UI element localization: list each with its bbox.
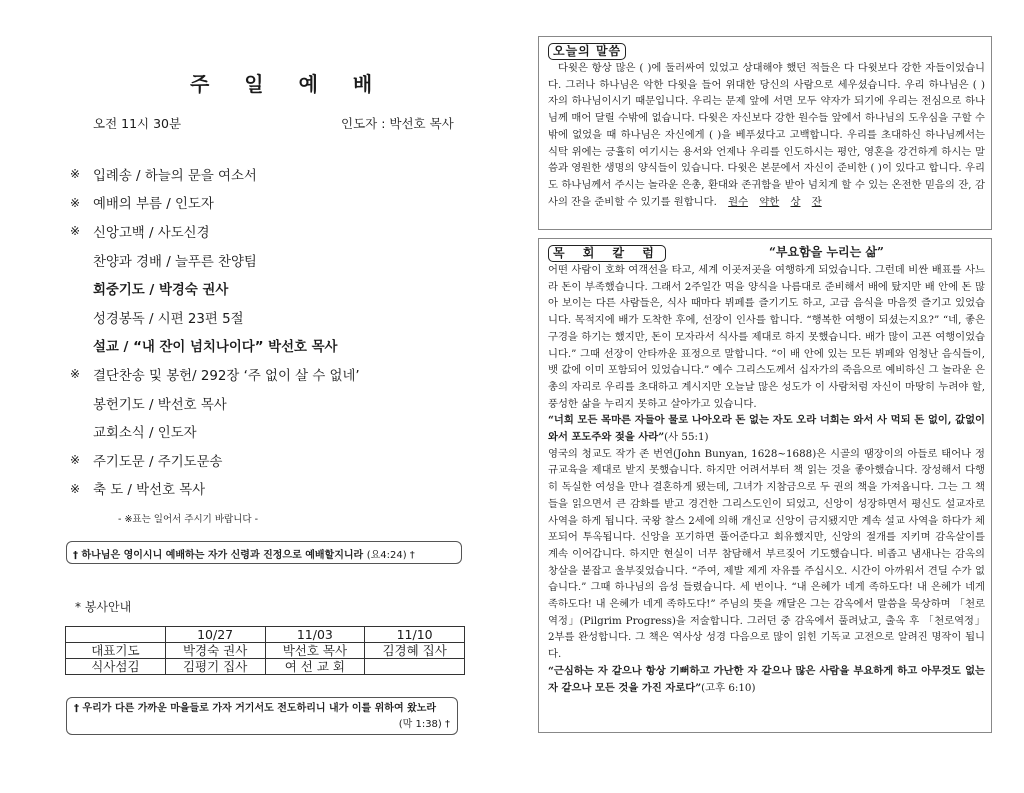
table-cell: 김평기 집사 bbox=[165, 659, 265, 675]
quote-text: “근심하는 자 같으나 항상 기뻐하고 가난한 자 같으나 많은 사람을 부요하게 하고 아무것도 없는 자 같으나 모든 것을 가진 자로다” bbox=[548, 664, 985, 694]
today-word-text: 다윗은 항상 많은 ( )에 둘러싸여 있었고 상대해야 했던 적들은 다 다윗보다 강한 자들이었습니다. 그러나 하나님은 악한 다윗을 들어 위대한 당신의 사람으로 세우셨습니다. 우리 하나님은 ( ) 자의 하나님이시기 때문입니다. 우리는 문제 앞에 서면 모두 약자가 되기에 우리는 전심으로 하나님께 매어 달릴 수밖에 없습니다. 다윗은 자신보다 강한 원수들 앞에서 하나님의 도우심을 구할 수밖에 없었을 때 하나님은 자신에게 ( )을 베푸셨다고 고백합니다. 우리를 초대하신 하나님께서는 식탁 위에는 긍휼히 여기시는 용서와 언제나 우리를 인도하시는 평안, 영혼을 강건하게 하시는 말씀과 영원한 생명의 양식들이 있습니다. 다윗은 본문에서 자신이 준비한 ( )이 있다고 합니다. 우리도 하나님께서 주시는 놀라운 은총, 환대와 존귀함을 받아 넘치게 할 수 있는 온전한 믿음의 잔, 감사의 잔을 준비할 수 있기를 원합니다. bbox=[548, 62, 985, 208]
today-word-body bbox=[548, 60, 985, 210]
table-cell: 여 선 교 회 bbox=[265, 659, 365, 675]
pastor-column-box bbox=[538, 238, 992, 733]
table-header: 11/10 bbox=[365, 627, 465, 643]
order-item bbox=[70, 274, 510, 303]
order-item-text: 입례송 / 하늘의 문을 여소서 bbox=[93, 168, 257, 184]
table-cell: 김경혜 집사 bbox=[365, 643, 465, 659]
order-item-text: 축 도 / 박선호 목사 bbox=[93, 483, 206, 499]
order-item-text: 성경봉독 / 시편 23편 5절 bbox=[93, 311, 244, 327]
table-cell: 박경숙 권사 bbox=[165, 643, 265, 659]
scripture-quote bbox=[548, 663, 985, 696]
verse-box-john bbox=[66, 541, 462, 564]
service-guide-title: * 봉사안내 bbox=[75, 600, 132, 614]
order-item bbox=[70, 217, 510, 246]
order-item-text: 신앙고백 / 사도신경 bbox=[93, 225, 210, 241]
page-title: 주 일 예 배 bbox=[190, 72, 387, 96]
column-title: “부요함을 누리는 삶” bbox=[769, 245, 884, 259]
verse-text: † 우리가 다른 가까운 마을들로 가자 거기서도 전도하리니 내가 이를 위하여 왔노라 bbox=[74, 703, 437, 714]
order-item bbox=[70, 417, 510, 446]
order-item bbox=[70, 475, 510, 504]
answer: 잔 bbox=[811, 195, 822, 208]
order-item-text: 회중기도 / 박경숙 권사 bbox=[93, 283, 229, 299]
order-item-text: 예배의 부름 / 인도자 bbox=[93, 197, 214, 213]
column-tag: 목 회 칼 럼 bbox=[548, 245, 666, 262]
standing-mark-icon: ※ bbox=[70, 481, 81, 496]
today-word-tag: 오늘의 말씀 bbox=[548, 43, 626, 60]
table-cell bbox=[365, 659, 465, 675]
order-item bbox=[70, 446, 510, 475]
order-item-text: 결단찬송 및 봉헌/ 292장 ‘주 없이 살 수 없네’ bbox=[93, 368, 360, 384]
order-item bbox=[70, 246, 510, 275]
order-item bbox=[70, 389, 510, 418]
column-paragraph: 어떤 사람이 호화 여객선을 타고, 세계 이곳저곳을 여행하게 되었습니다. 그런데 비싼 배표를 사느라 돈이 부족했습니다. 그래서 2주일간 먹을 양식을 나름대로 준비해서 배에 탔지만 배 안에 돈 많아 보이는 다른 사람들은, 식사 때마다 뷔페를 즐기기도 하고, 고급 음식을 마음껏 즐기고 있었습니다. 목적지에 배가 도착한 후에, 선장이 인사를 합니다. “행복한 여행이 되셨는지요?” “네, 좋은 구경을 하기는 했지만, 돈이 모자라서 식사를 제대로 하지 못했습니다. 배가 많이 고픈 여행이었습니다.” 그때 선장이 안타까운 표정으로 말합니다. “이 배 안에 있는 모든 뷔페와 엄청난 음식들이, 뱃 값에 이미 포함되어 있었습니다.” 예수 그리스도께서 십자가의 죽음으로 예비하신 그 놀라운 은총의 자리로 우리를 초대하고 계시지만 오늘날 많은 성도가 이 사람처럼 자신이 마땅히 누려야 할, 풍성한 삶을 누리지 못하고 살아가고 있습니다. bbox=[548, 264, 985, 410]
table-header: 11/03 bbox=[265, 627, 365, 643]
worship-order-list bbox=[70, 160, 510, 503]
table-row bbox=[66, 659, 465, 675]
table-cell: 대표기도 bbox=[66, 643, 166, 659]
column-paragraph: 영국의 청교도 작가 존 번연(John Bunyan, 1628~1688)은 시골의 땜장이의 아들로 태어나 정규교육을 제대로 받지 못했습니다. 하지만 어려서부터 책 읽는 것을 좋아했습니다. 장성해서 다행히 독실한 여성을 만나 결혼하게 됐는데, 그녀가 지참금으로 두 권의 책을 가져옵니다. 그는 그 책들을 읽으면서 큰 감화를 받고 경건한 그리스도인이 되었고, 신앙이 성장하면서 평신도 설교자로 사역을 하게 됩니다. 국왕 찰스 2세에 의해 개신교 신앙이 금지됐지만 계속 설교 사역을 하다가 체포되어 투옥됩니다. 신앙을 포기하면 풀어준다고 회유했지만, 신앙의 절개를 지키며 감옥살이를 계속 이어갑니다. 하지만 현실이 너무 참담해서 부르짖어 기도했습니다. 비좁고 냄새나는 감옥의 창살을 붙잡고 울부짖었습니다. “주여, 제발 제게 자유를 주십시오. 시간이 아까워서 견딜 수가 없습니다.” 그때 하나님의 음성 들렸습니다. 세 번이나. “내 은혜가 네게 족하도다! 내 은혜가 네게 족하도다! 내 은혜가 네게 족하도다!” 주님의 뜻을 깨달은 그는 감옥에서 말씀을 묵상하며 「천로역정」(Pilgrim Progress)을 저술합니다. 그러던 중 감옥에서 풀려났고, 출옥 후 「천로역정」 2부를 완성합니다. 그 책은 역사상 성경 다음으로 많이 읽힌 기독교 고전으로 알려진 명작이 됩니다. bbox=[548, 447, 985, 661]
service-leader: 인도자 : 박선호 목사 bbox=[341, 116, 454, 131]
standing-note: - ※표는 일어서 주시기 바랍니다 - bbox=[118, 514, 259, 525]
service-schedule-table bbox=[65, 626, 465, 675]
order-item-text: 찬양과 경배 / 늘푸른 찬양팀 bbox=[93, 254, 257, 270]
standing-mark-icon: ※ bbox=[70, 195, 81, 210]
answer: 원수 bbox=[728, 195, 749, 208]
table-header bbox=[66, 627, 166, 643]
verse-text: † 하나님은 영이시니 예배하는 자가 신령과 진정으로 예배할지니라 bbox=[73, 550, 364, 561]
quote-reference: (고후 6:10) bbox=[701, 681, 756, 694]
order-item-text: 교회소식 / 인도자 bbox=[93, 426, 197, 442]
quote-text: “너희 모든 목마른 자들아 물로 나아오라 돈 없는 자도 오라 너희는 와서 사 먹되 돈 없이, 값없이 와서 포도주와 젖을 사라” bbox=[548, 414, 985, 444]
order-item bbox=[70, 303, 510, 332]
scripture-quote bbox=[548, 412, 985, 445]
standing-mark-icon: ※ bbox=[70, 367, 81, 382]
table-cell: 식사섬김 bbox=[66, 659, 166, 675]
today-word-box bbox=[538, 36, 992, 230]
verse-reference: (막 1:38) † bbox=[398, 719, 450, 730]
order-item bbox=[70, 189, 510, 218]
verse-reference: (요4:24) † bbox=[366, 550, 415, 561]
standing-mark-icon: ※ bbox=[70, 167, 81, 182]
service-time: 오전 11시 30분 bbox=[93, 116, 182, 131]
order-item-text: 봉헌기도 / 박선호 목사 bbox=[93, 397, 227, 413]
answer: 상 bbox=[790, 195, 801, 208]
quote-reference: (사 55:1) bbox=[664, 431, 709, 444]
table-cell: 박선호 목사 bbox=[265, 643, 365, 659]
order-item-text: 주기도문 / 주기도문송 bbox=[93, 454, 223, 470]
table-row bbox=[66, 643, 465, 659]
answer: 약한 bbox=[759, 195, 780, 208]
order-item-sermon bbox=[70, 332, 510, 361]
order-item bbox=[70, 160, 510, 189]
standing-mark-icon: ※ bbox=[70, 453, 81, 468]
column-body bbox=[548, 262, 985, 696]
table-header-row bbox=[66, 627, 465, 643]
order-item bbox=[70, 360, 510, 389]
standing-mark-icon: ※ bbox=[70, 224, 81, 239]
order-item-text: 설교 / “내 잔이 넘치나이다” 박선호 목사 bbox=[93, 340, 338, 356]
table-header: 10/27 bbox=[165, 627, 265, 643]
verse-box-mark bbox=[66, 697, 458, 735]
